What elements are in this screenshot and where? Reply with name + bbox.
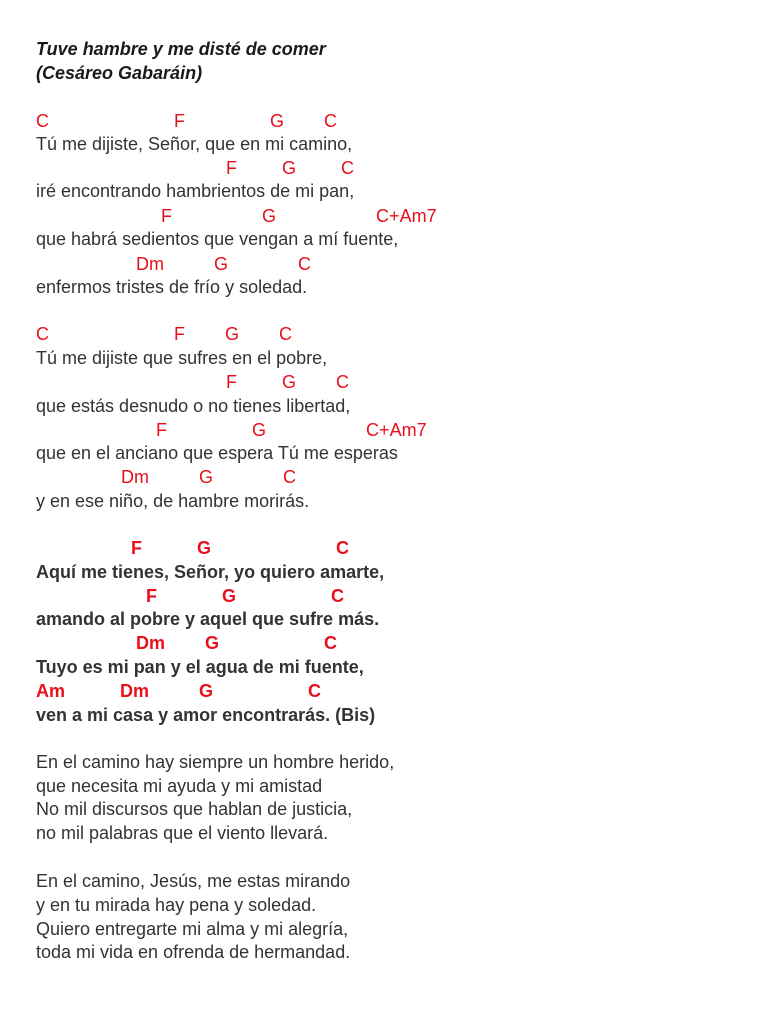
verse1-chords-4: Dm G C	[36, 254, 312, 274]
verse4-lyric-4: toda mi vida en ofrenda de hermandad.	[36, 942, 351, 962]
chorus-lyric-3: Tuyo es mi pan y el agua de mi fuente,	[36, 657, 364, 677]
verse3-lyric-1: En el camino hay siempre un hombre herido,	[36, 752, 395, 772]
chorus-lyric-2: amando al pobre y aquel que sufre más.	[36, 609, 380, 629]
verse4-lyric-1: En el camino, Jesús, me estas mirando	[36, 871, 351, 891]
verse2-lyric-1: Tú me dijiste que sufres en el pobre,	[36, 348, 328, 368]
verse3-lyric-4: no mil palabras que el viento llevará.	[36, 823, 329, 843]
verse1-lyric-4: enfermos tristes de frío y soledad.	[36, 277, 308, 297]
chorus-chords-2: F G C	[36, 586, 345, 606]
verse2-lyric-4: y en ese niño, de hambre morirás.	[36, 491, 310, 511]
verse1-chords-1: C F G C	[36, 111, 338, 131]
song-title: Tuve hambre y me disté de comer	[36, 39, 326, 59]
verse4-lyric-3: Quiero entregarte mi alma y mi alegría,	[36, 919, 349, 939]
verse1-lyric-3: que habrá sedientos que vengan a mí fuente,	[36, 229, 399, 249]
verse2-lyric-2: que estás desnudo o no tienes libertad,	[36, 396, 351, 416]
verse2-chords-4: Dm G C	[36, 467, 297, 487]
song-author: (Cesáreo Gabaráin)	[36, 63, 203, 83]
verse3-lyric-3: No mil discursos que hablan de justicia,	[36, 799, 353, 819]
verse4-lyric-2: y en tu mirada hay pena y soledad.	[36, 895, 317, 915]
chorus-chords-3: Dm G C	[36, 633, 338, 653]
chorus-lyric-4: ven a mi casa y amor encontrarás. (Bis)	[36, 705, 376, 725]
verse2-chords-1: C F G C	[36, 324, 293, 344]
chorus-chords-4: Am Dm G C	[36, 681, 322, 701]
chorus-lyric-1: Aquí me tienes, Señor, yo quiero amarte,	[36, 562, 385, 582]
verse1-chords-2: F G C	[36, 158, 355, 178]
verse1-chords-3: F G C+Am7	[36, 206, 437, 226]
verse2-chords-3: F G C+Am7	[36, 420, 427, 440]
verse3-lyric-2: que necesita mi ayuda y mi amistad	[36, 776, 323, 796]
chorus-chords-1: F G C	[36, 538, 350, 558]
verse1-lyric-1: Tú me dijiste, Señor, que en mi camino,	[36, 134, 353, 154]
verse2-chords-2: F G C	[36, 372, 350, 392]
verse1-lyric-2: iré encontrando hambrientos de mi pan,	[36, 181, 355, 201]
verse2-lyric-3: que en el anciano que espera Tú me esperas	[36, 443, 398, 463]
